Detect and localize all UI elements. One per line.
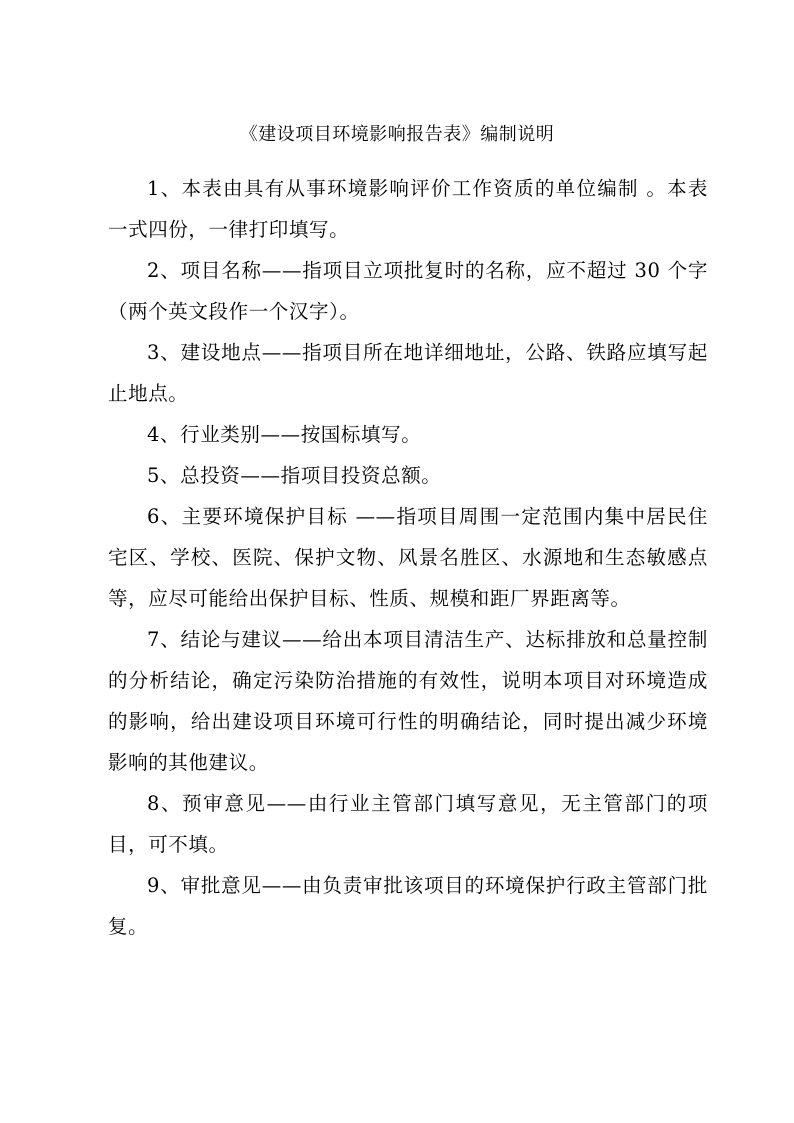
instruction-item-2: 2、项目名称——指项目立项批复时的名称，应不超过 30 个字（两个英文段作一个汉字）。 bbox=[108, 259, 708, 323]
instruction-item-4: 4、行业类别——按国标填写。 bbox=[147, 423, 422, 446]
instruction-item-3: 3、建设地点——指项目所在地详细地址，公路、铁路应填写起止地点。 bbox=[108, 341, 708, 405]
instruction-item-8: 8、预审意见——由行业主管部门填写意见，无主管部门的项目，可不填。 bbox=[108, 792, 708, 856]
instruction-item-7: 7、结论与建议——给出本项目清洁生产、达标排放和总量控制的分析结论，确定污染防治措施的有效性，说明本项目对环境造成的影响，给出建设项目环境可行性的明确结论，同时提出减少环境影响的其他建议。 bbox=[108, 628, 708, 774]
document-title: 《建设项目环境影响报告表》编制说明 bbox=[239, 124, 555, 145]
instruction-item-6: 6、主要环境保护目标 ——指项目周围一定范围内集中居民住宅区、学校、医院、保护文物、风景名胜区、水源地和生态敏感点等，应尽可能给出保护目标、性质、规模和距厂界距离等。 bbox=[108, 505, 708, 610]
instruction-item-5: 5、总投资——指项目投资总额。 bbox=[147, 464, 442, 487]
instruction-item-9: 9、审批意见——由负责审批该项目的环境保护行政主管部门批复。 bbox=[108, 874, 708, 938]
instruction-item-1: 1、本表由具有从事环境影响评价工作资质的单位编制 。本表一式四份，一律打印填写。 bbox=[108, 177, 708, 241]
document-body bbox=[108, 168, 708, 947]
